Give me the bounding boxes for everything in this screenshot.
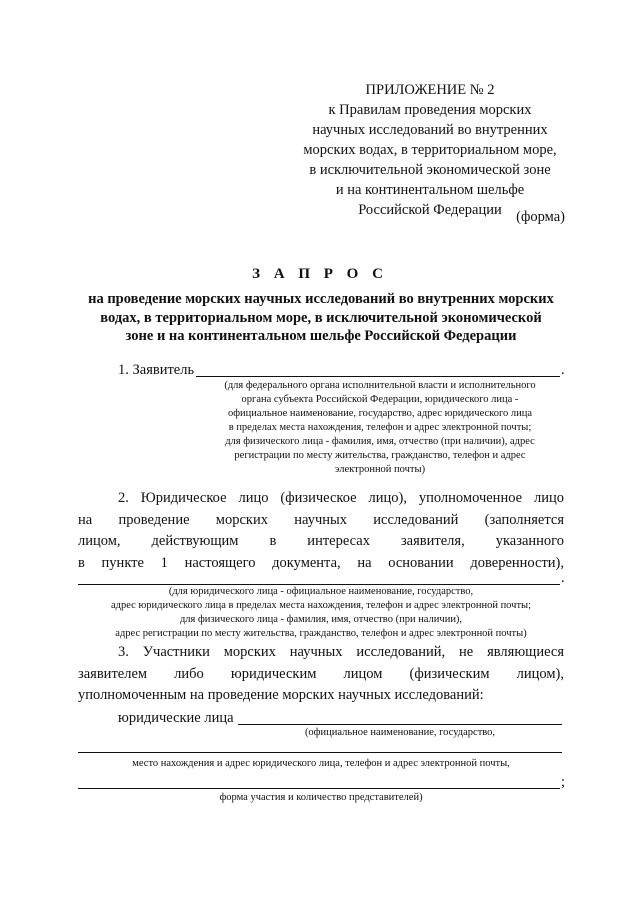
appendix-line: к Правилам проведения морских [328,102,532,118]
hint-line: органа субъекта Российской Федерации, юридического лица - [241,394,519,405]
hint-line: электронной почты) [334,464,426,475]
section2-line: в пункте 1 настоящего документа, на основании доверенности), [78,554,564,571]
section1-hint [190,379,570,477]
appendix-line: ПРИЛОЖЕНИЕ № 2 [365,82,495,98]
section3-line: уполномоченным на проведение морских научных исследований: [78,687,484,703]
subtitle-line: зоне и на континентальном шельфе Российской Федерации [125,328,517,344]
hint-line: (для федерального органа исполнительной власти и исполнительного [224,380,536,391]
hint-line: в пределах места нахождения, телефон и адрес электронной почты; [228,422,532,433]
legal-entities-field-3[interactable] [78,788,560,789]
hint-line: адрес юридического лица в пределах места нахождения, телефон и адрес электронной почты; [110,600,532,611]
document-subtitle [78,290,564,346]
hint-line: для физического лица - фамилия, имя, отчество (при наличии), адрес [225,436,535,447]
section2-text [78,488,564,574]
legal-entities-hint-1: (официальное наименование, государство, [304,727,496,738]
section1-period: . [561,362,565,378]
hint-line: адрес регистрации по месту жительства, гражданство, телефон и адрес электронной почты) [115,628,527,639]
section3-text [78,642,564,707]
legal-entities-hint-3: форма участия и количество представителей) [219,792,423,803]
section3-semicolon: ; [561,774,566,790]
section3-line: 3. Участники морских научных исследований, не являющиеся [118,644,564,660]
document-title: З А П Р О С [252,266,388,282]
section2-line: на проведение морских научных исследований (заполняется [78,511,564,528]
appendix-line: Российской Федерации [358,202,502,218]
appendix-line: в исключительной экономической зоне [309,162,551,178]
subtitle-line: на проведение морских научных исследований во внутренних морских [88,291,554,307]
hint-line: регистрации по месту жительства, гражданство, телефон и адрес [234,450,526,461]
section2-hint [78,585,564,641]
section3-line: заявителем либо юридическим лицом (физическим лицом), [78,665,564,682]
legal-entities-label: юридические лица [118,710,234,726]
appendix-line: научных исследований во внутренних [312,122,548,138]
appendix-line: морских водах, в территориальном море, [303,142,557,158]
subtitle-line: водах, в территориальном море, в исключительной экономической [100,309,542,326]
section2-period: . [561,570,565,586]
hint-line: (для юридического лица - официальное наименование, государство, [168,586,474,597]
hint-line: официальное наименование, государство, адрес юридического лица [227,408,533,419]
section1-label: 1. Заявитель [118,362,195,378]
form-label: (форма) [516,209,565,225]
appendix-line: и на континентальном шельфе [335,182,525,198]
legal-entities-field[interactable] [238,724,562,725]
appendix-header [290,80,570,220]
hint-line: для физического лица - фамилия, имя, отчество (при наличии), [179,614,463,625]
legal-entities-hint-2: место нахождения и адрес юридического лица, телефон и адрес электронной почты, [132,758,510,769]
section2-line: лицом, действующим в интересах заявителя, указанного [78,533,564,549]
applicant-field[interactable] [196,376,560,377]
legal-entities-field-2[interactable] [78,752,562,753]
section2-line: 2. Юридическое лицо (физическое лицо), уполномоченное лицо [118,490,564,506]
